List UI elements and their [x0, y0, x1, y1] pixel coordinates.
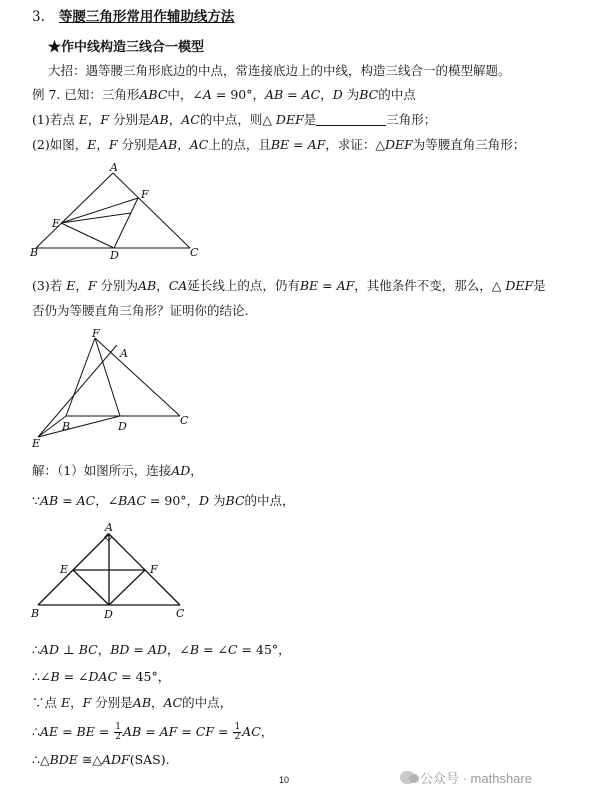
- fig2-label-e: E: [32, 437, 41, 450]
- figure-3: [28, 518, 198, 628]
- fig2-label-b: B: [62, 420, 71, 433]
- fig3-label-f: F: [150, 563, 158, 576]
- fig2-label-d: D: [118, 420, 127, 433]
- solution-line-7: ∴△BDE ≅△ADF(SAS).: [32, 752, 170, 767]
- page-number: 10: [279, 775, 290, 785]
- solution-line-5: ∵点 E，F 分别是AB，AC的中点，: [32, 695, 233, 710]
- answer-blank: [316, 113, 386, 126]
- subheading: ★作中线构造三线合一模型: [48, 40, 205, 55]
- solution-line-3: ∴AD ⊥ BC，BD = AD，∠B = ∠C = 45°，: [32, 642, 291, 657]
- fig3-label-a: A: [105, 521, 113, 534]
- fig2-label-f: F: [92, 327, 100, 340]
- fig3-label-e: E: [60, 563, 69, 576]
- solution-line-2: ∵AB = AC，∠BAC = 90°，D 为BC的中点，: [32, 493, 295, 508]
- fig3-label-d: D: [104, 608, 113, 621]
- question-2: (2)如图，E，F 分别是AB，AC上的点，且BE = AF，求证：△DEF为等腰直角三角形；: [32, 137, 526, 152]
- fig1-label-f: F: [141, 188, 149, 201]
- solution-line-1: 解：（1）如图所示，连接AD，: [32, 463, 203, 478]
- question-1: (1)若点 E，F 分别是AB，AC的中点，则△ DEF是 三角形；: [32, 112, 437, 127]
- tip-text: 大招：遇等腰三角形底边的中点，常连接底边上的中线，构造三线合一的模型解题。: [48, 63, 511, 78]
- fig3-label-b: B: [31, 607, 40, 620]
- fraction-half-2: $\frac{1}{2}$: [234, 722, 241, 742]
- fig3-label-c: C: [176, 607, 185, 620]
- fraction-half-1: $\frac{1}{2}$: [115, 722, 121, 742]
- example-statement: 例 7. 已知：三角形ABC中，∠A = 90°，AB = AC，D 为BC的中点: [32, 87, 416, 102]
- solution-line-6: ∴AE = BE = $\frac{1}{2}$ AB = AF = CF = $\frac{1}{2}$ AC，: [32, 722, 274, 742]
- fig2-label-c: C: [180, 414, 189, 427]
- wechat-icon: [400, 771, 415, 784]
- section-title: 等腰三角形常用作辅助线方法: [58, 9, 235, 25]
- watermark: [400, 768, 532, 787]
- question-3-line-2: 否仍为等腰直角三角形？证明你的结论.: [32, 303, 249, 318]
- section-number: 3.: [32, 9, 45, 25]
- fig1-label-a: A: [110, 161, 118, 174]
- question-3: (3)若 E，F 分别为AB，CA延长线上的点，仍有BE = AF，其他条件不变，那么，△ DEF是: [32, 278, 546, 293]
- fig1-label-b: B: [30, 246, 39, 259]
- fig2-label-a: A: [120, 347, 128, 360]
- fig1-label-c: C: [190, 246, 199, 259]
- solution-line-4: ∴∠B = ∠DAC = 45°，: [32, 669, 171, 684]
- watermark-text: 公众号 · mathshare: [420, 771, 532, 786]
- section-heading: [32, 8, 234, 26]
- fig1-label-d: D: [110, 249, 119, 260]
- figure-2: [28, 325, 198, 450]
- figure-1: [28, 160, 208, 260]
- fig1-label-e: E: [52, 217, 61, 230]
